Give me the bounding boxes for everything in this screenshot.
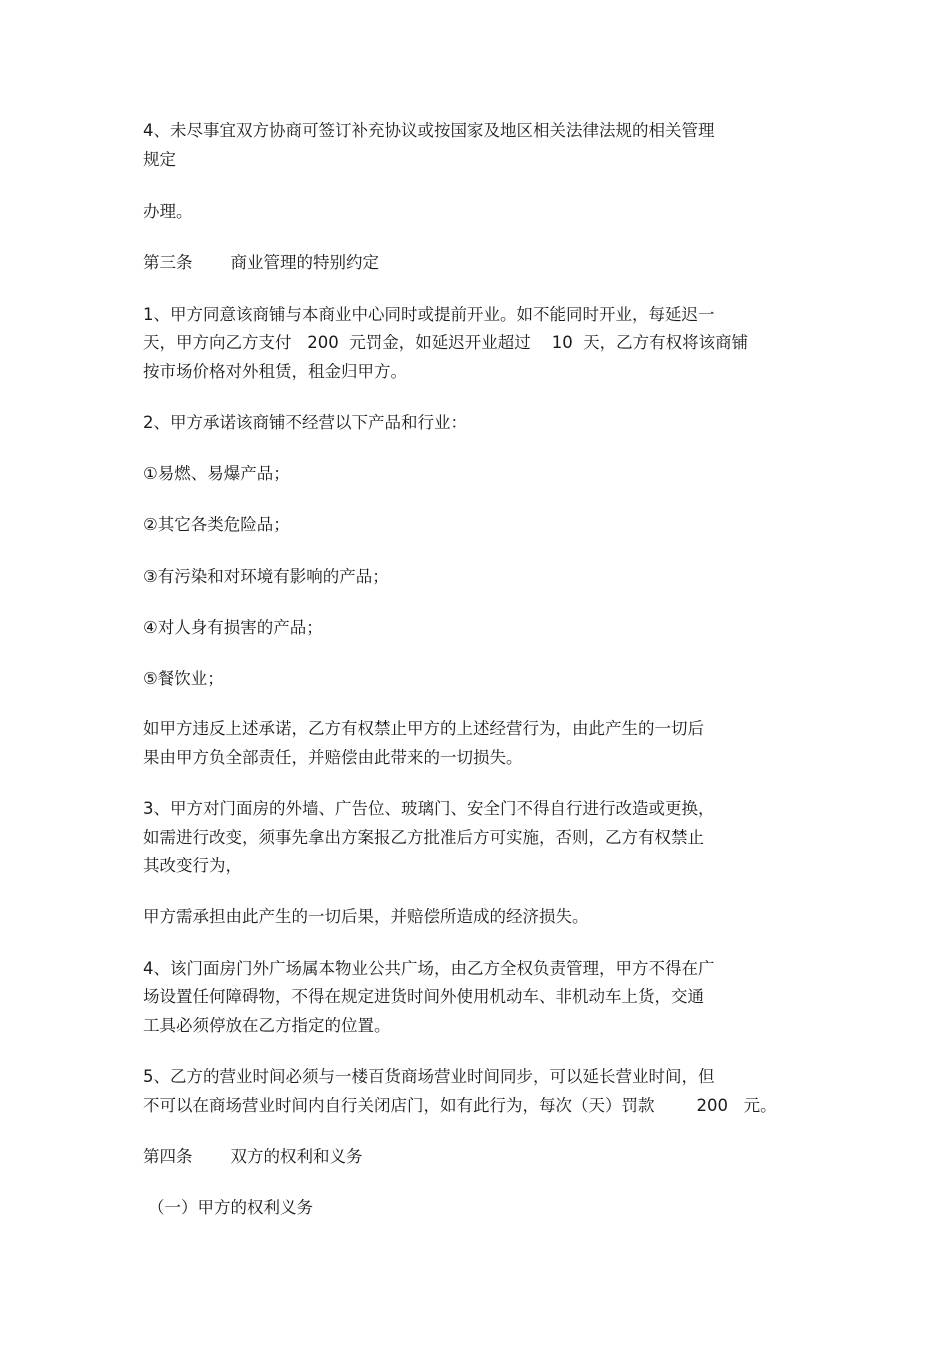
clause-3-line-3: 其改变行为， <box>143 856 242 875</box>
section-4-label: 第四条 <box>143 1147 193 1166</box>
clause-4-line-2: 场设置任何障碍物，不得在规定进货时间外使用机动车、非机动车上货，交通 <box>143 987 704 1006</box>
clause-4-line-3: 工具必须停放在乙方指定的位置。 <box>143 1016 391 1035</box>
clause-1-line-3: 按市场价格对外租赁，租金归甲方。 <box>143 362 407 381</box>
paragraph-4-line-1: 4、未尽事宜双方协商可签订补充协议或按国家及地区相关法律法规的相关管理 <box>143 121 715 140</box>
clause-2: 2、甲方承诺该商铺不经营以下产品和行业： <box>143 413 467 432</box>
section-4-heading <box>143 1145 363 1169</box>
list-item-5: ⑤餐饮业； <box>143 669 224 688</box>
clause-1-line-1: 1、甲方同意该商铺与本商业中心同时或提前开业。如不能同时开业，每延迟一 <box>143 305 715 324</box>
list-item-1: ①易燃、易爆产品； <box>143 464 290 483</box>
clause-3-line-1: 3、甲方对门面房的外墙、广告位、玻璃门、安全门不得自行进行改造或更换， <box>143 799 715 818</box>
section-3-title: 商业管理的特别约定 <box>230 253 379 272</box>
section-3-heading <box>143 251 379 275</box>
list-item-3: ③有污染和对环境有影响的产品； <box>143 567 389 586</box>
clause-3-line-2: 如需进行改变，须事先拿出方案报乙方批准后方可实施，否则，乙方有权禁止 <box>143 828 704 847</box>
violation-line-1: 如甲方违反上述承诺，乙方有权禁止甲方的上述经营行为，由此产生的一切后 <box>143 719 704 738</box>
clause-4-line-1: 4、该门面房门外广场属本物业公共广场，由乙方全权负责管理，甲方不得在广 <box>143 959 715 978</box>
clause-1-line-2: 天，甲方向乙方支付 200 元罚金，如延迟开业超过 10 天，乙方有权将该商铺 <box>143 333 749 352</box>
list-item-4: ④对人身有损害的产品； <box>143 618 323 637</box>
liability-paragraph: 甲方需承担由此产生的一切后果，并赔偿所造成的经济损失。 <box>143 907 589 926</box>
clause-5-line-2: 不可以在商场营业时间内自行关闭店门，如有此行为，每次（天）罚款 200 元。 <box>143 1096 777 1115</box>
clause-5-line-1: 5、乙方的营业时间必须与一楼百货商场营业时间同步，可以延长营业时间，但 <box>143 1067 715 1086</box>
subsection-party-a: （一）甲方的权利义务 <box>148 1198 313 1217</box>
paragraph-4-line-2: 规定 <box>143 150 176 169</box>
section-4-title: 双方的权利和义务 <box>230 1147 363 1166</box>
section-3-label: 第三条 <box>143 253 193 272</box>
violation-line-2: 果由甲方负全部责任，并赔偿由此带来的一切损失。 <box>143 748 523 767</box>
list-item-2: ②其它各类危险品； <box>143 515 290 534</box>
paragraph-handle: 办理。 <box>143 202 193 221</box>
